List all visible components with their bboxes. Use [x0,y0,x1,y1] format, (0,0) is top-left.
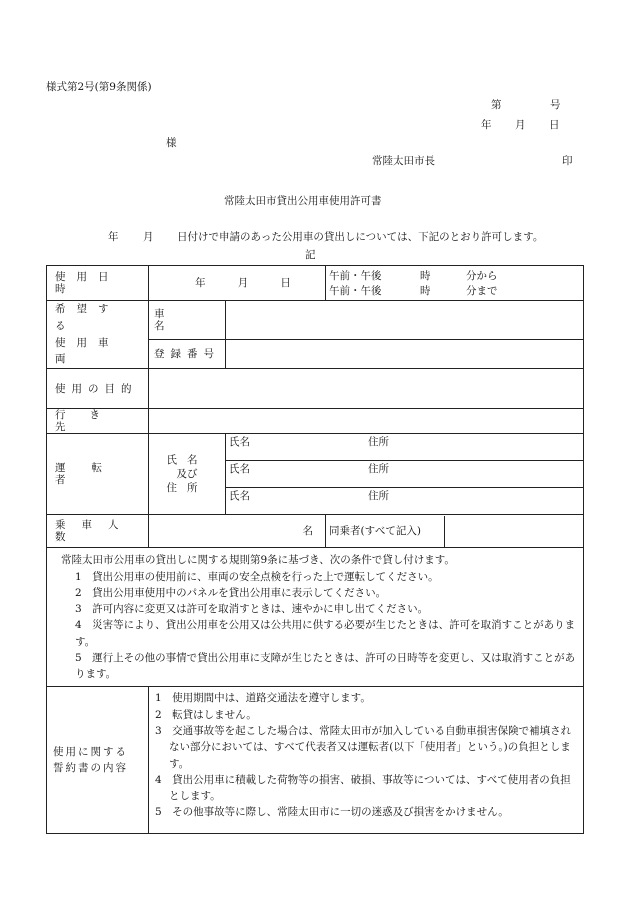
row-conditions [47,548,584,687]
label-driver-sub [149,434,226,515]
input-destination[interactable] [149,409,584,434]
input-reg-no[interactable] [226,339,584,368]
label-oath [47,687,149,834]
oath-item-3: 3 交通事故等を起こした場合は、常陸太田市が加入している自動車損害保険で補填されない部分においては、すべて代表者又は運転者(以下「使用者」という。)の負担とします。 [155,724,572,770]
date-year: 年 [481,119,492,131]
row-destination [47,409,584,434]
purpose-label: 使用の目的 [55,382,138,395]
driver-address-label-2: 住所 [368,463,389,476]
driver-label: 運転者 [55,462,128,487]
document-title: 常陸太田市貸出公用車使用許可書 [224,195,382,207]
label-vehicle [47,301,149,369]
form-number: 様式第2号(第9条関係) [46,81,152,93]
driver-cell-1[interactable] [226,434,584,461]
minute-to: 分まで [466,285,498,297]
condition-item-1: 1 貸出公用車の使用前に、車両の安全点検を行った上で運転してください。 [75,570,439,583]
hour-to: 時 [420,285,431,297]
driver-name-label-2: 氏名 [229,463,250,476]
driver-cell-3[interactable] [226,488,584,515]
label-destination [47,409,149,434]
input-companions[interactable] [326,515,584,548]
driver-address-label-1: 住所 [368,436,389,449]
driver-name-label-3: 氏名 [229,490,250,503]
condition-item-5: 5 運行上その他の事情で貸出公用車に支障が生じたときは、許可の日時等を変更し、又は取消すことがあります。 [75,651,576,681]
use-date-year: 年 [195,276,206,289]
oath-item-2: 2 転貸はしません。 [155,708,257,721]
date-month: 月 [515,119,526,131]
oath-label-2: 誓約書の内容 [53,762,128,775]
driver-cell-2[interactable] [226,461,584,488]
conditions-block [47,548,584,687]
label-reg-no [149,339,226,368]
label-driver [47,434,149,515]
hour-from: 時 [420,270,431,282]
reg-no-label: 登録番号 [154,347,220,360]
label-passengers [47,515,149,548]
vehicle-label-2: 使用車両 [55,336,120,366]
input-passenger-count[interactable] [149,515,326,548]
companions-label: 同乗者(すべて記入) [326,516,445,547]
cell-use-time[interactable] [326,266,584,301]
use-datetime-label: 使用日時 [55,270,120,295]
driver-sub-2: 及び [176,468,198,481]
addressee-sama: 様 [166,137,177,149]
ampm-from: 午前・午後 [329,270,382,282]
condition-item-4: 4 災害等により、貸出公用車を公用又は公共用に供する必要が生じたときは、許可を取消すことがあります。 [75,619,576,648]
row-vehicle-name [47,301,584,340]
label-purpose [47,369,149,409]
oath-item-4: 4 貸出公用車に積載した荷物等の損害、破損、事故等については、すべて使用者の負担とします。 [155,773,571,803]
input-purpose[interactable] [149,369,584,409]
minute-from: 分から [466,270,498,282]
destination-label: 行き先 [55,409,124,434]
driver-sub-3: 住所 [166,482,208,495]
seal: 印 [562,155,573,167]
oath-item-5: 5 その他事故等に際し、常陸太田市に一切の迷惑及び損害をかけません。 [155,806,509,819]
row-passengers [47,515,584,548]
condition-item-2: 2 貸出公用車使用中のパネルを貸出公用車に表示してください。 [75,586,387,599]
passenger-unit: 名 [302,525,313,538]
oath-label-1: 使用に関する [53,745,128,758]
use-date-day: 日 [280,276,291,289]
driver-sub-1: 氏名 [166,454,208,467]
input-car-name[interactable] [226,301,584,340]
condition-item-3: 3 許可内容に変更又は許可を取消すときは、速やかに申し出てください。 [75,603,429,616]
number-dai: 第 [491,99,502,111]
label-car-name [149,301,226,340]
car-name-label: 車名 [154,307,207,332]
row-driver-1 [47,434,584,461]
label-use-datetime [47,266,149,301]
number-go: 号 [550,99,561,111]
driver-name-label-1: 氏名 [229,436,250,449]
row-use-datetime [47,266,584,301]
cell-use-date[interactable] [149,266,326,301]
intro-month: 月 [143,231,154,243]
driver-address-label-3: 住所 [368,490,389,503]
conditions-intro: 常陸太田市公用車の貸出しに関する規則第9条に基づき、次の条件で貸し付けます。 [61,554,455,567]
issuer: 常陸太田市長 [372,155,435,167]
intro-year: 年 [108,231,119,243]
oath-block [149,687,584,834]
passengers-label: 乗車人数 [55,519,135,544]
use-date-month: 月 [237,276,249,289]
vehicle-label-1: 希望する [55,303,120,332]
row-oath [47,687,584,834]
oath-item-1: 1 使用期間中は、道路交通法を遵守します。 [155,692,371,705]
row-purpose [47,369,584,409]
permit-form-table [46,265,584,834]
intro-text: 日付けで申請のあった公用車の貸出しについては、下記のとおり許可します。 [177,231,544,243]
ki-label: 記 [305,249,316,261]
date-day: 日 [549,119,560,131]
ampm-to: 午前・午後 [329,285,382,297]
